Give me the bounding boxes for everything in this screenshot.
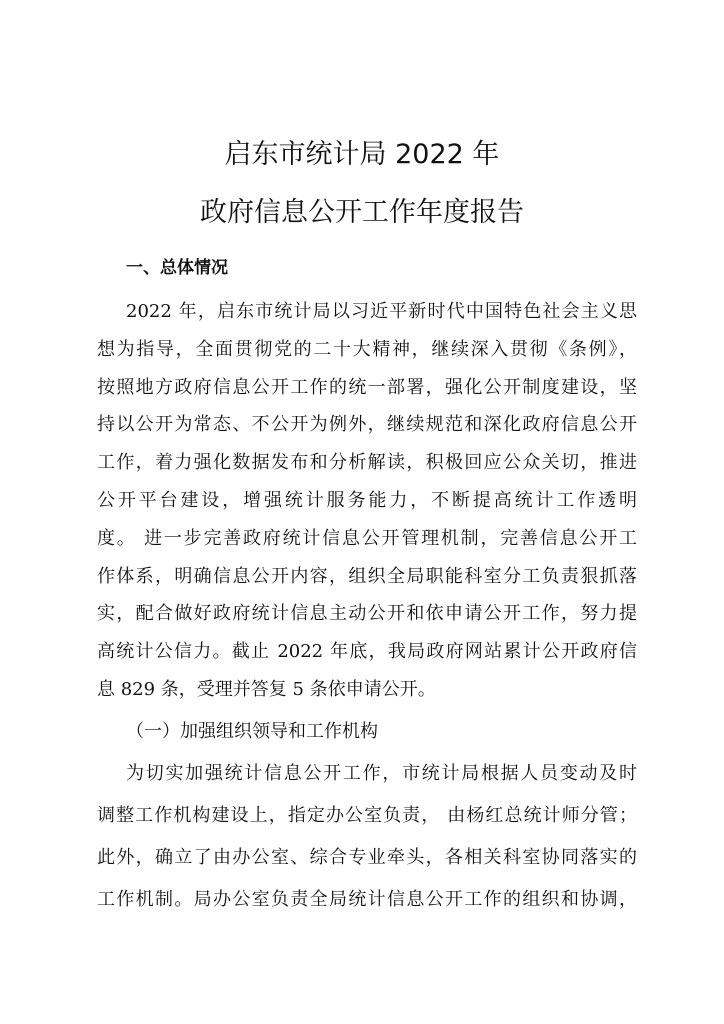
paragraph-line: 公开平台建设，增强统计服务能力，不断提高统计工作透明 bbox=[97, 490, 637, 511]
document-title-line-2: 政府信息公开工作年度报告 bbox=[200, 197, 524, 228]
paragraph-line: 调整工作机构建设上，指定办公室负责， 由杨红总统计师分管； bbox=[97, 805, 637, 826]
paragraph-line: 息 829 条，受理并答复 5 条依申请公开。 bbox=[97, 679, 436, 700]
paragraph-line: 2022 年，启东市统计局以习近平新时代中国特色社会主义思 bbox=[126, 301, 637, 322]
paragraph-line: 工作机制。局办公室负责全局统计信息公开工作的组织和协调， bbox=[97, 889, 637, 910]
paragraph-line: 度。 进一步完善政府统计信息公开管理机制，完善信息公开工 bbox=[97, 528, 637, 549]
paragraph-line: 此外，确立了由办公室、综合专业牵头，各相关科室协同落实的 bbox=[97, 847, 637, 868]
paragraph-line: 按照地方政府信息公开工作的统一部署，强化公开制度建设，坚 bbox=[97, 377, 637, 398]
paragraph-line: 高统计公信力。截止 2022 年底，我局政府网站累计公开政府信 bbox=[97, 641, 637, 662]
section-heading: 一、总体情况 bbox=[126, 258, 228, 278]
paragraph-line: 为切实加强统计信息公开工作，市统计局根据人员变动及时 bbox=[126, 763, 637, 784]
paragraph-line: 持以公开为常态、不公开为例外，继续规范和深化政府信息公开 bbox=[97, 414, 637, 435]
paragraph-line: 实，配合做好政府统计信息主动公开和依申请公开工作，努力提 bbox=[97, 603, 637, 624]
document-title-line-1: 启东市统计局 2022 年 bbox=[224, 139, 500, 170]
paragraph-line: 工作，着力强化数据发布和分析解读，积极回应公众关切，推进 bbox=[97, 452, 637, 473]
paragraph-line: 作体系，明确信息公开内容，组织全局职能科室分工负责狠抓落 bbox=[97, 566, 637, 587]
paragraph-line: 想为指导，全面贯彻党的二十大精神，继续深入贯彻《条例》， bbox=[97, 339, 637, 360]
subsection-heading: （一）加强组织领导和工作机构 bbox=[126, 721, 378, 742]
